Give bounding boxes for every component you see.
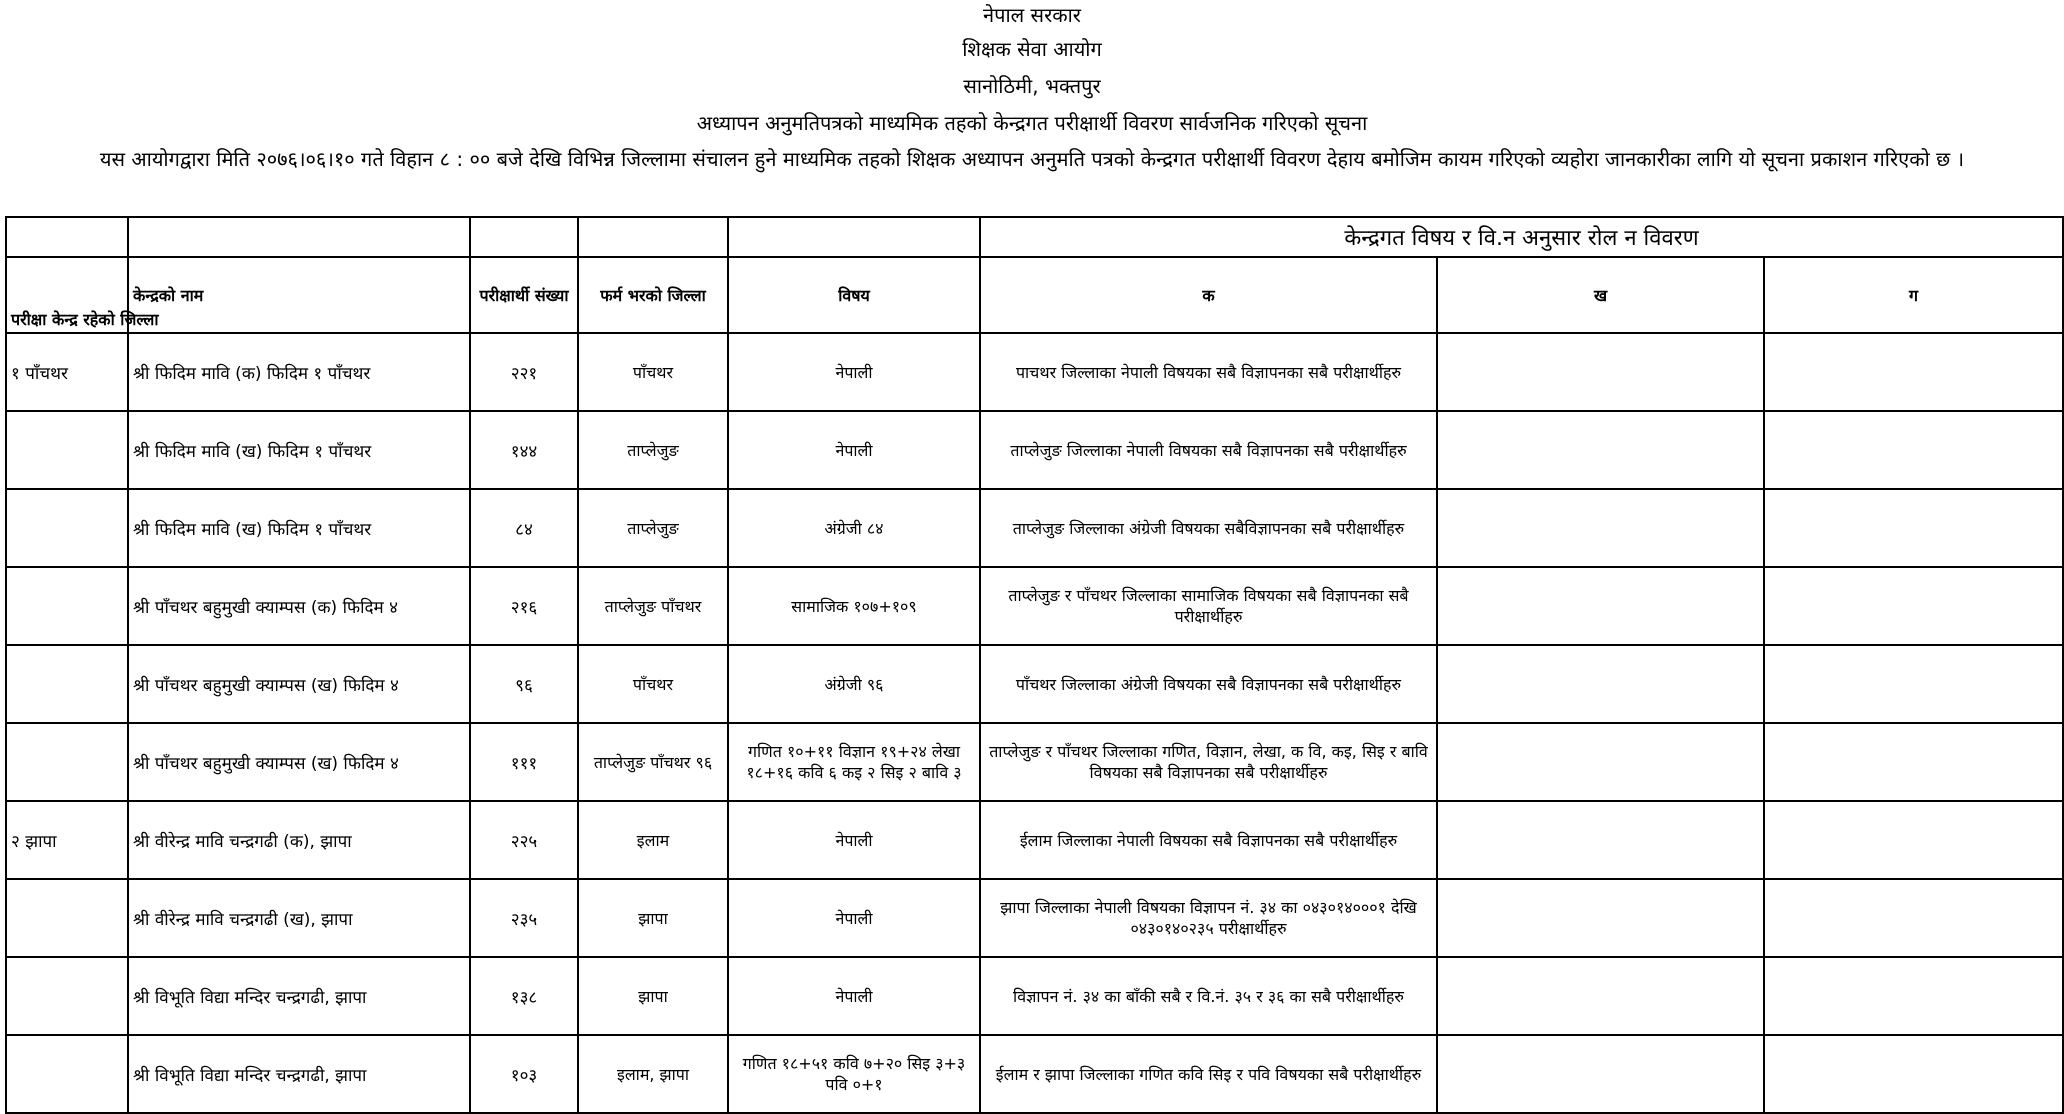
cell-district: झापा [578, 879, 728, 957]
cell-center: १ पाँचथर [6, 333, 128, 411]
table-header-row [6, 257, 2063, 333]
cell-kha [1437, 879, 1764, 957]
cell-count: २३५ [470, 879, 578, 957]
table-row [6, 801, 2063, 879]
cell-subject: नेपाली [728, 879, 980, 957]
cell-kha [1437, 333, 1764, 411]
header-district: फर्म भरको जिल्ला [578, 257, 728, 333]
header-ga: ग [1764, 257, 2063, 333]
cell-count: २२५ [470, 801, 578, 879]
header-kha: ख [1437, 257, 1764, 333]
cell-center-name: श्री पाँचथर बहुमुखी क्याम्पस (क) फिदिम ४ [128, 567, 470, 645]
notice-text: यस आयोगद्वारा मिति २०७६।०६।१० गते विहान ८ : ०० बजे देखि विभिन्न जिल्लामा संचालन हुने माध्यमिक तहको शिक्षक अध्यापन अनुमति पत्रको केन्द्रगत परीक्षार्थी विवरण देहाय बमोजिम कायम गरिएको व्यहोरा जानकारीका लागि यो सूचना प्रकाशन गरिएको छ । [99, 147, 1965, 171]
cell-ka: ईलाम र झापा जिल्लाका गणित कवि सिइ र पवि विषयका सबै परीक्षार्थीहरु [980, 1035, 1437, 1113]
cell-count: २२१ [470, 333, 578, 411]
table-row [6, 489, 2063, 567]
header-subject: विषय [728, 257, 980, 333]
cell-center-name: श्री फिदिम मावि (क) फिदिम १ पाँचथर [128, 333, 470, 411]
cell-count: ९६ [470, 645, 578, 723]
cell-subject: सामाजिक १०७+१०९ [728, 567, 980, 645]
table-row [6, 879, 2063, 957]
cell-subject: नेपाली [728, 333, 980, 411]
cell-center-name: श्री विभूति विद्या मन्दिर चन्द्रगढी, झापा [128, 1035, 470, 1113]
cell-subject: गणित १८+५१ कवि ७+२० सिइ ३+३ पवि ०+१ [728, 1035, 980, 1113]
header-count: परीक्षार्थी संख्या [470, 257, 578, 333]
table-span-row [6, 217, 2063, 257]
cell-subject: गणित १०+११ विज्ञान १९+२४ लेखा १८+१६ कवि ६ कइ २ सिइ २ बावि ३ [728, 723, 980, 801]
cell-count: १०३ [470, 1035, 578, 1113]
cell-kha [1437, 567, 1764, 645]
cell-district: पाँचथर [578, 333, 728, 411]
cell-center-name: श्री वीरेन्द्र मावि चन्द्रगढी (क), झापा [128, 801, 470, 879]
cell-ka: ताप्लेजुङ र पाँचथर जिल्लाका गणित, विज्ञान, लेखा, क वि, कइ, सिइ र बावि विषयका सबै विज्ञापनका सबै परीक्षार्थीहरु [980, 723, 1437, 801]
cell-kha [1437, 801, 1764, 879]
cell-count: १३८ [470, 957, 578, 1035]
cell-district: पाँचथर [578, 645, 728, 723]
cell-ga [1764, 489, 2063, 567]
table-row [6, 567, 2063, 645]
notice-title: अध्यापन अनुमतिपत्रको माध्यमिक तहको केन्द्रगत परीक्षार्थी विवरण सार्वजनिक गरिएको सूचना [696, 110, 1368, 135]
cell-ka: ताप्लेजुङ र पाँचथर जिल्लाका सामाजिक विषयका सबै विज्ञापनका सबै परीक्षार्थीहरु [980, 567, 1437, 645]
cell-ga [1764, 723, 2063, 801]
cell-center [6, 489, 128, 567]
cell-center-name: श्री विभूति विद्या मन्दिर चन्द्रगढी, झापा [128, 957, 470, 1035]
cell-kha [1437, 957, 1764, 1035]
cell-district: ताप्लेजुङ पाँचथर [578, 567, 728, 645]
commission-title: शिक्षक सेवा आयोग [962, 36, 1102, 61]
cell-center [6, 411, 128, 489]
table-row [6, 1035, 2063, 1113]
cell-ga [1764, 879, 2063, 957]
cell-ka: विज्ञापन नं. ३४ का बाँकी सबै र वि.नं. ३५ र ३६ का सबै परीक्षार्थीहरु [980, 957, 1437, 1035]
cell-ga [1764, 645, 2063, 723]
cell-district: ताप्लेजुङ पाँचथर ९६ [578, 723, 728, 801]
header-ka: क [980, 257, 1437, 333]
cell-subject: नेपाली [728, 957, 980, 1035]
roll-detail-title: केन्द्रगत विषय र वि.न अनुसार रोल न विवरण [980, 217, 2063, 257]
cell-district: इलाम [578, 801, 728, 879]
cell-district: ताप्लेजुङ [578, 411, 728, 489]
cell-center: २ झापा [6, 801, 128, 879]
header-name: केन्द्रको नाम [128, 257, 470, 333]
cell-ga [1764, 567, 2063, 645]
cell-ga [1764, 411, 2063, 489]
cell-center-name: श्री फिदिम मावि (ख) फिदिम १ पाँचथर [128, 489, 470, 567]
cell-ka: ईलाम जिल्लाका नेपाली विषयका सबै विज्ञापनका सबै परीक्षार्थीहरु [980, 801, 1437, 879]
cell-center [6, 957, 128, 1035]
cell-count: १४४ [470, 411, 578, 489]
cell-subject: नेपाली [728, 801, 980, 879]
cell-subject: नेपाली [728, 411, 980, 489]
cell-center [6, 723, 128, 801]
cell-ka: ताप्लेजुङ जिल्लाका नेपाली विषयका सबै विज्ञापनका सबै परीक्षार्थीहरु [980, 411, 1437, 489]
cell-center [6, 645, 128, 723]
table-row [6, 411, 2063, 489]
cell-ga [1764, 1035, 2063, 1113]
cell-count: ८४ [470, 489, 578, 567]
office-address: सानोठिमी, भक्तपुर [963, 73, 1101, 98]
cell-center-name: श्री पाँचथर बहुमुखी क्याम्पस (ख) फिदिम ४ [128, 645, 470, 723]
header-center: परीक्षा केन्द्र रहेको जिल्ला [6, 257, 128, 333]
cell-count: १११ [470, 723, 578, 801]
cell-ga [1764, 957, 2063, 1035]
cell-ka: झापा जिल्लाका नेपाली विषयका विज्ञापन नं. ३४ का ०४३०१४०००१ देखि ०४३०१४०२३५ परीक्षार्थीहरु [980, 879, 1437, 957]
cell-ga [1764, 801, 2063, 879]
cell-ga [1764, 333, 2063, 411]
cell-kha [1437, 1035, 1764, 1113]
cell-center [6, 567, 128, 645]
cell-ka: ताप्लेजुङ जिल्लाका अंग्रेजी विषयका सबैविज्ञापनका सबै परीक्षार्थीहरु [980, 489, 1437, 567]
candidate-table [5, 216, 2064, 1114]
table-row [6, 723, 2063, 801]
table-row [6, 645, 2063, 723]
cell-district: झापा [578, 957, 728, 1035]
table-row [6, 333, 2063, 411]
cell-kha [1437, 723, 1764, 801]
cell-kha [1437, 489, 1764, 567]
cell-center [6, 879, 128, 957]
cell-kha [1437, 411, 1764, 489]
cell-subject: अंग्रेजी ८४ [728, 489, 980, 567]
cell-center-name: श्री फिदिम मावि (ख) फिदिम १ पाँचथर [128, 411, 470, 489]
cell-kha [1437, 645, 1764, 723]
cell-district: ताप्लेजुङ [578, 489, 728, 567]
cell-ka: पाचथर जिल्लाका नेपाली विषयका सबै विज्ञापनका सबै परीक्षार्थीहरु [980, 333, 1437, 411]
document-header [0, 0, 2064, 141]
govt-title: नेपाल सरकार [983, 3, 1081, 27]
cell-count: २१६ [470, 567, 578, 645]
cell-center-name: श्री पाँचथर बहुमुखी क्याम्पस (ख) फिदिम ४ [128, 723, 470, 801]
cell-center-name: श्री वीरेन्द्र मावि चन्द्रगढी (ख), झापा [128, 879, 470, 957]
cell-center [6, 1035, 128, 1113]
cell-district: इलाम, झापा [578, 1035, 728, 1113]
cell-ka: पाँचथर जिल्लाका अंग्रेजी विषयका सबै विज्ञापनका सबै परीक्षार्थीहरु [980, 645, 1437, 723]
cell-subject: अंग्रेजी ९६ [728, 645, 980, 723]
table-row [6, 957, 2063, 1035]
